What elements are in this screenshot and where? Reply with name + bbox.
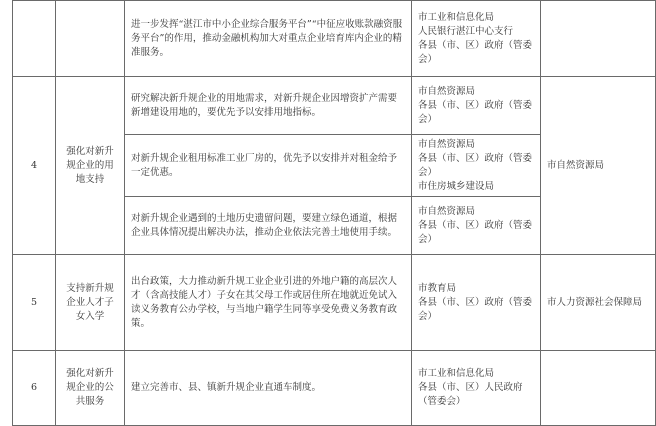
row-number-cell: [13, 1, 56, 77]
measure-cell: 强化对新升规企业的用地支持: [56, 77, 125, 255]
row-number-cell: 6: [13, 351, 56, 426]
table-row: [13, 351, 656, 426]
task-description-cell: 对新升规企业租用标准工业厂房的，优先予以安排并对租金给予一定优惠。: [125, 135, 412, 197]
measure-cell: 支持新升规企业人才子女入学: [56, 255, 125, 351]
responsible-units-cell: 市教育局 各县（市、区）政府（管委会）: [412, 255, 541, 351]
responsible-units-cell: 市工业和信息化局 人民银行湛江中心支行 各县（市、区）政府（管委会）: [412, 1, 541, 77]
responsible-units-cell: 市自然资源局 各县（市、区）政府（管委会）: [412, 77, 541, 135]
lead-unit-cell: [541, 1, 656, 77]
measure-cell: 强化对新升规企业的公共服务: [56, 351, 125, 426]
lead-unit-cell: 市自然资源局: [541, 77, 656, 255]
lead-unit-cell: [541, 351, 656, 426]
row-number-cell: 4: [13, 77, 56, 255]
responsible-units-cell: 市自然资源局 各县（市、区）政府（管委会） 市住房城乡建设局: [412, 135, 541, 197]
row-number-cell: 5: [13, 255, 56, 351]
lead-unit-cell: 市人力资源社会保障局: [541, 255, 656, 351]
task-description-cell: 出台政策，大力推动新升规工业企业引进的外地户籍的高层次人才（含高技能人才）子女在其父母工作或居住所在地就近免试入读义务教育公办学校，与当地户籍学生同等享受免费义务教育政策。: [125, 255, 412, 351]
task-description-cell: 对新升规企业遇到的土地历史遗留问题，要建立绿色通道，根据企业具体情况提出解决办法，推动企业依法完善土地使用手续。: [125, 197, 412, 255]
measure-cell: [56, 1, 125, 77]
task-description-cell: 建立完善市、县、镇新升规企业直通车制度。: [125, 351, 412, 426]
task-description-cell: 研究解决新升规企业的用地需求，对新升规企业因增资扩产需要新增建设用地的，要优先予以安排用地指标。: [125, 77, 412, 135]
responsible-units-cell: 市工业和信息化局 各县（市、区）人民政府（管委会）: [412, 351, 541, 426]
table-row: [13, 255, 656, 351]
task-description-cell: 进一步发挥“湛江市中小企业综合服务平台”“中征应收账款融资服务平台”的作用，推动金融机构加大对重点企业培育库内企业的精准服务。: [125, 1, 412, 77]
table-row: [13, 77, 656, 135]
policy-table: [12, 0, 656, 426]
table-row: [13, 1, 656, 77]
responsible-units-cell: 市自然资源局 各县（市、区）政府（管委会）: [412, 197, 541, 255]
